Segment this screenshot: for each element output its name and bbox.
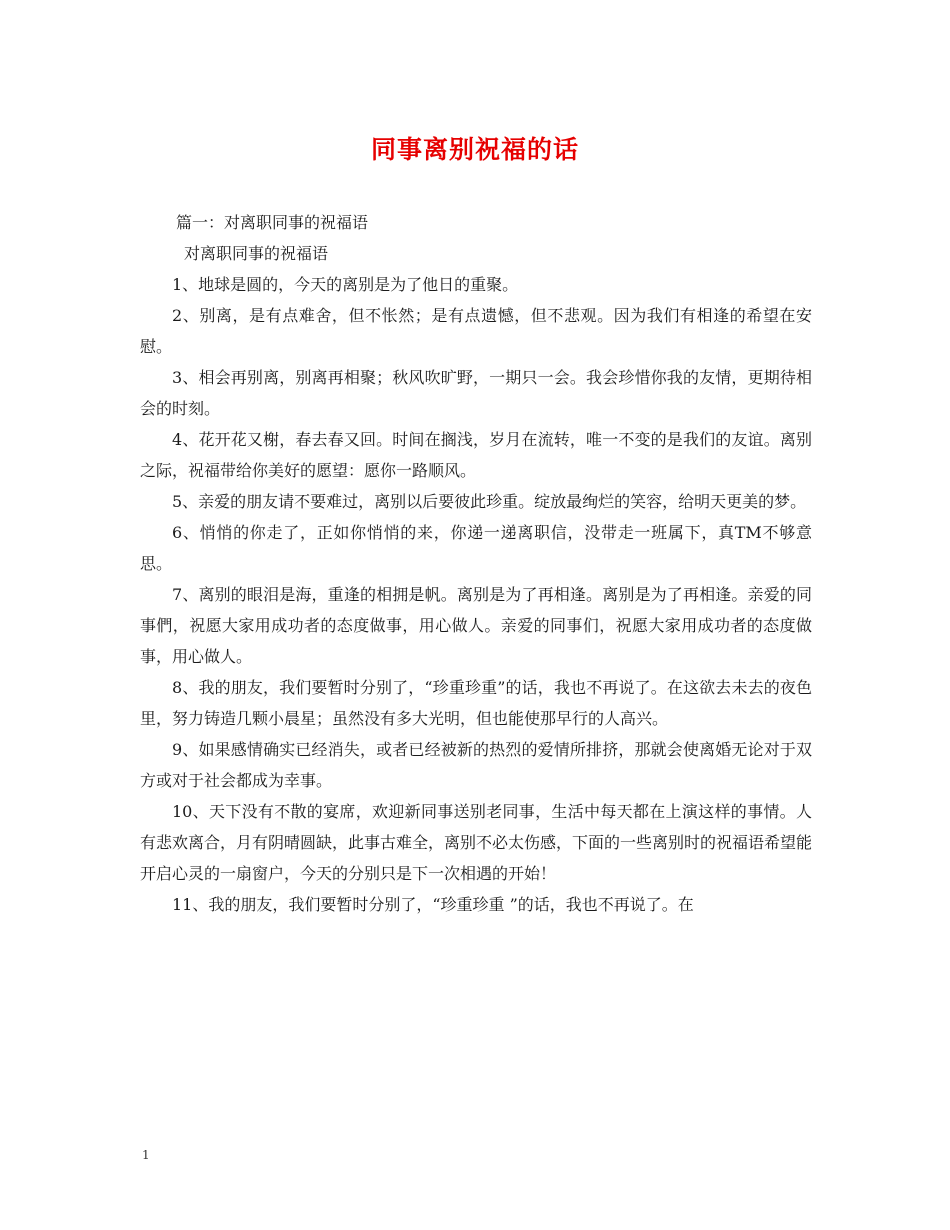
page-number: 1 (142, 1148, 150, 1162)
sub-heading: 对离职同事的祝福语 (184, 244, 329, 263)
document-title: 同事离别祝福的话 (370, 135, 579, 164)
paragraph-1: 1、地球是圆的，今天的离别是为了他日的重聚。 (172, 275, 519, 294)
paragraph-8: 8、我的朋友，我们要暂时分别了，“珍重珍重”的话，我也不再说了。在这欲去未去的夜色里，努力铸造几颗小晨星；虽然没有多大光明，但也能使那早行的人高兴。 (140, 678, 812, 728)
paragraph-2: 2、别离，是有点难舍，但不怅然；是有点遗憾，但不悲观。因为我们有相逢的希望在安慰。 (140, 306, 812, 356)
paragraph-11: 11、我的朋友，我们要暂时分别了，“珍重珍重 ”的话，我也不再说了。在 (172, 895, 694, 914)
section-heading: 篇一：对离职同事的祝福语 (176, 213, 369, 232)
paragraph-5: 5、亲爱的朋友请不要难过，离别以后要彼此珍重。绽放最绚烂的笑容，给明天更美的梦。 (172, 492, 807, 511)
document-body (140, 207, 812, 920)
paragraph-10: 10、天下没有不散的宴席，欢迎新同事送别老同事，生活中每天都在上演这样的事情。人有悲欢离合，月有阴晴圆缺，此事古难全，离别不必太伤感，下面的一些离别时的祝福语希望能开启心灵的一扇窗户，今天的分别只是下一次相遇的开始！ (140, 802, 813, 883)
paragraph-9: 9、如果感情确实已经消失，或者已经被新的热烈的爱情所排挤，那就会使离婚无论对于双方或对于社会都成为幸事。 (140, 740, 812, 790)
paragraph-6: 6、悄悄的你走了，正如你悄悄的来，你递一递离职信，没带走一班属下，真TM不够意思。 (140, 523, 812, 573)
paragraph-7: 7、离别的眼泪是海，重逢的相拥是帆。离别是为了再相逢。离别是为了再相逢。亲爱的同事們，祝愿大家用成功者的态度做事，用心做人。亲爱的同事们，祝愿大家用成功者的态度做事，用心做人。 (140, 585, 812, 666)
paragraph-3: 3、相会再别离，别离再相聚；秋风吹旷野，一期只一会。我会珍惜你我的友情，更期待相会的时刻。 (140, 368, 812, 418)
paragraph-4: 4、花开花又榭，春去春又回。时间在搁浅，岁月在流转，唯一不变的是我们的友谊。离别之际，祝福带给你美好的愿望：愿你一路顺风。 (140, 430, 812, 480)
